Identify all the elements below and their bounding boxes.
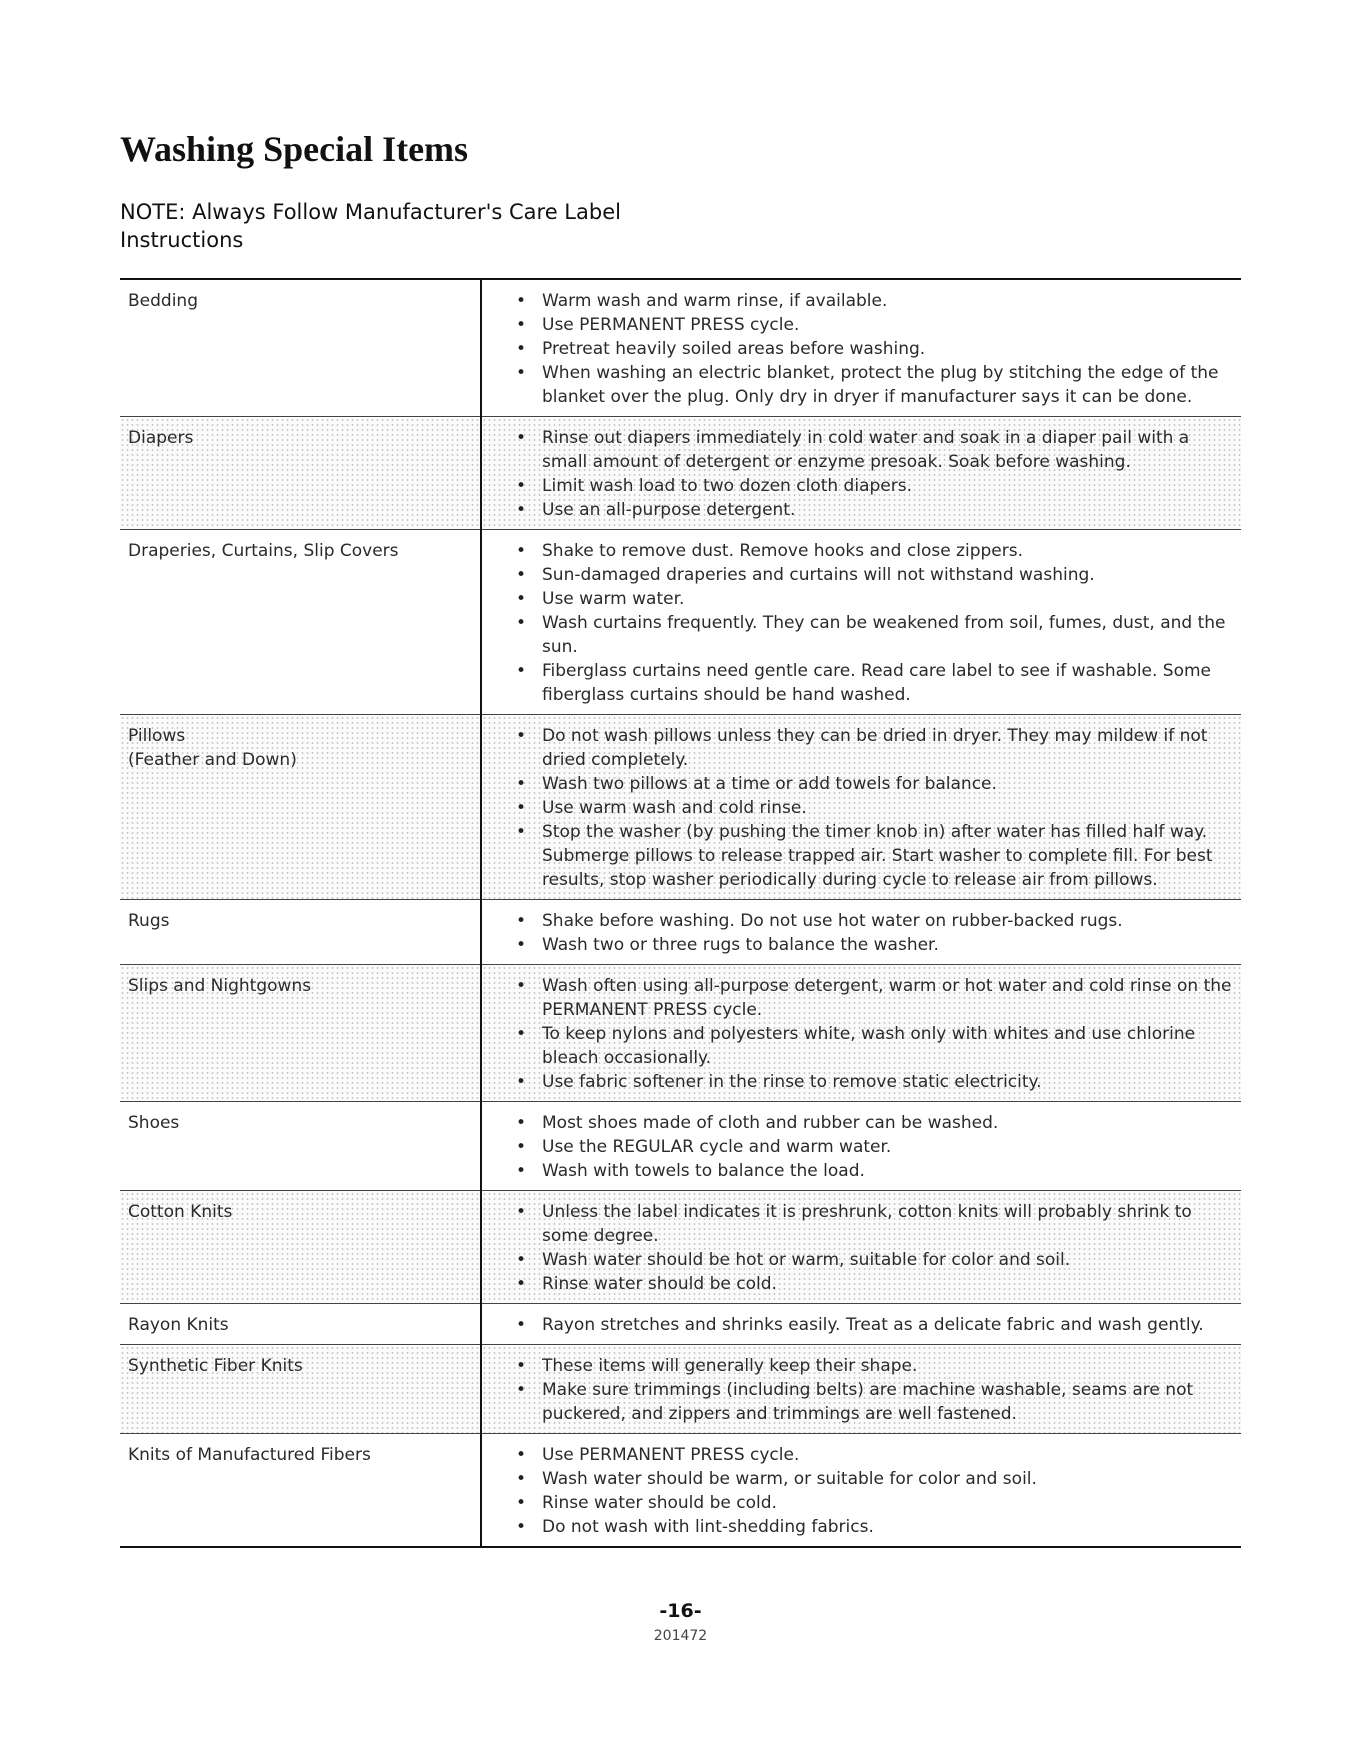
instruction-item: • Use an all-purpose detergent. bbox=[516, 498, 1233, 522]
instruction-item: • Wash often using all-purpose detergent, warm or hot water and cold rinse on the PERMANENT PRESS cycle. bbox=[516, 974, 1233, 1022]
instructions-cell bbox=[481, 279, 1241, 417]
instruction-item: • Use warm water. bbox=[516, 587, 1233, 611]
table-row bbox=[120, 1102, 1241, 1191]
instruction-item: • Do not wash with lint-shedding fabrics. bbox=[516, 1515, 1233, 1539]
instructions-cell bbox=[481, 1345, 1241, 1434]
page-title: Washing Special Items bbox=[120, 129, 469, 169]
table-body bbox=[120, 279, 1241, 1547]
instruction-item: • Wash two pillows at a time or add towels for balance. bbox=[516, 772, 1233, 796]
table-row bbox=[120, 530, 1241, 715]
table-row bbox=[120, 1345, 1241, 1434]
instruction-item: • Sun-damaged draperies and curtains will not withstand washing. bbox=[516, 563, 1233, 587]
instruction-item: • Unless the label indicates it is preshrunk, cotton knits will probably shrink to some degree. bbox=[516, 1200, 1233, 1248]
instructions-cell bbox=[481, 715, 1241, 900]
instruction-item: • When washing an electric blanket, protect the plug by stitching the edge of the blanket over the plug. Only dry in dryer if manufacturer says it can be done. bbox=[516, 361, 1233, 409]
fabric-item-cell bbox=[120, 1102, 481, 1191]
instruction-item: • Rayon stretches and shrinks easily. Treat as a delicate fabric and wash gently. bbox=[516, 1313, 1233, 1337]
fabric-item-name: Diapers bbox=[128, 428, 194, 448]
instruction-list bbox=[490, 1313, 1233, 1337]
fabric-item-cell bbox=[120, 417, 481, 530]
table-row bbox=[120, 965, 1241, 1102]
instruction-item: • Use PERMANENT PRESS cycle. bbox=[516, 313, 1233, 337]
table-row bbox=[120, 1304, 1241, 1345]
fabric-item-cell bbox=[120, 715, 481, 900]
instruction-item: • Make sure trimmings (including belts) are machine washable, seams are not puckered, and zippers and trimmings are well fastened. bbox=[516, 1378, 1233, 1426]
instruction-item: • Limit wash load to two dozen cloth diapers. bbox=[516, 474, 1233, 498]
instruction-list bbox=[490, 724, 1233, 892]
instruction-item: • These items will generally keep their shape. bbox=[516, 1354, 1233, 1378]
fabric-item-name: Draperies, Curtains, Slip Covers bbox=[128, 541, 399, 561]
fabric-item-name: Bedding bbox=[128, 291, 198, 311]
instructions-cell bbox=[481, 530, 1241, 715]
instruction-item: • Use PERMANENT PRESS cycle. bbox=[516, 1443, 1233, 1467]
instruction-item: • Shake before washing. Do not use hot water on rubber-backed rugs. bbox=[516, 909, 1233, 933]
instructions-cell bbox=[481, 1304, 1241, 1345]
instruction-list bbox=[490, 426, 1233, 522]
instructions-cell bbox=[481, 900, 1241, 965]
fabric-item-name: Cotton Knits bbox=[128, 1202, 233, 1222]
instruction-list bbox=[490, 1111, 1233, 1183]
instructions-cell bbox=[481, 1434, 1241, 1548]
fabric-item-cell bbox=[120, 1304, 481, 1345]
document-code: 201472 bbox=[653, 1628, 708, 1644]
instruction-list bbox=[490, 909, 1233, 957]
washing-instructions-table bbox=[120, 278, 1241, 1548]
fabric-item-cell bbox=[120, 1345, 481, 1434]
instruction-item: • To keep nylons and polyesters white, wash only with whites and use chlorine bleach occasionally. bbox=[516, 1022, 1233, 1070]
fabric-item-name: Shoes bbox=[128, 1113, 180, 1133]
instructions-cell bbox=[481, 417, 1241, 530]
instruction-list bbox=[490, 539, 1233, 707]
instructions-cell bbox=[481, 1102, 1241, 1191]
table-row bbox=[120, 1434, 1241, 1548]
instruction-list bbox=[490, 289, 1233, 409]
instruction-item: • Shake to remove dust. Remove hooks and close zippers. bbox=[516, 539, 1233, 563]
instruction-item: • Use the REGULAR cycle and warm water. bbox=[516, 1135, 1233, 1159]
fabric-item-name: Knits of Manufactured Fibers bbox=[128, 1445, 371, 1465]
table-row bbox=[120, 417, 1241, 530]
instruction-item: • Pretreat heavily soiled areas before washing. bbox=[516, 337, 1233, 361]
fabric-item-name: Pillows bbox=[128, 726, 186, 746]
table-row bbox=[120, 279, 1241, 417]
instruction-item: • Wash two or three rugs to balance the washer. bbox=[516, 933, 1233, 957]
instructions-cell bbox=[481, 965, 1241, 1102]
fabric-item-subname: (Feather and Down) bbox=[128, 750, 297, 770]
fabric-item-name: Slips and Nightgowns bbox=[128, 976, 312, 996]
fabric-item-cell bbox=[120, 900, 481, 965]
table-row bbox=[120, 900, 1241, 965]
fabric-item-cell bbox=[120, 1191, 481, 1304]
instruction-item: • Use warm wash and cold rinse. bbox=[516, 796, 1233, 820]
instruction-item: • Use fabric softener in the rinse to remove static electricity. bbox=[516, 1070, 1233, 1094]
fabric-item-cell bbox=[120, 965, 481, 1102]
instruction-list bbox=[490, 1354, 1233, 1426]
fabric-item-cell bbox=[120, 530, 481, 715]
instruction-item: • Most shoes made of cloth and rubber can be washed. bbox=[516, 1111, 1233, 1135]
fabric-item-name: Rugs bbox=[128, 911, 170, 931]
instruction-item: • Rinse water should be cold. bbox=[516, 1491, 1233, 1515]
fabric-item-name: Rayon Knits bbox=[128, 1315, 229, 1335]
instruction-item: • Wash curtains frequently. They can be weakened from soil, fumes, dust, and the sun. bbox=[516, 611, 1233, 659]
instruction-item: • Warm wash and warm rinse, if available. bbox=[516, 289, 1233, 313]
care-label-note: NOTE: Always Follow Manufacturer's Care Label Instructions bbox=[120, 200, 621, 252]
instruction-item: • Do not wash pillows unless they can be dried in dryer. They may mildew if not dried completely. bbox=[516, 724, 1233, 772]
instruction-list bbox=[490, 1200, 1233, 1296]
instruction-item: • Fiberglass curtains need gentle care. Read care label to see if washable. Some fiberglass curtains should be hand washed. bbox=[516, 659, 1233, 707]
page-number: -16- bbox=[659, 1600, 702, 1622]
instruction-item: • Stop the washer (by pushing the timer knob in) after water has filled half way. Submerge pillows to release trapped air. Start washer to complete fill. For best results, stop washer periodically during cycle to release air from pillows. bbox=[516, 820, 1233, 892]
instruction-list bbox=[490, 974, 1233, 1094]
instructions-cell bbox=[481, 1191, 1241, 1304]
fabric-item-cell bbox=[120, 1434, 481, 1548]
fabric-item-cell bbox=[120, 279, 481, 417]
instruction-item: • Rinse out diapers immediately in cold water and soak in a diaper pail with a small amount of detergent or enzyme presoak. Soak before washing. bbox=[516, 426, 1233, 474]
fabric-item-name: Synthetic Fiber Knits bbox=[128, 1356, 303, 1376]
table-row bbox=[120, 1191, 1241, 1304]
instruction-item: • Wash water should be hot or warm, suitable for color and soil. bbox=[516, 1248, 1233, 1272]
instruction-list bbox=[490, 1443, 1233, 1539]
table-row bbox=[120, 715, 1241, 900]
instruction-item: • Wash with towels to balance the load. bbox=[516, 1159, 1233, 1183]
instruction-item: • Wash water should be warm, or suitable for color and soil. bbox=[516, 1467, 1233, 1491]
instruction-item: • Rinse water should be cold. bbox=[516, 1272, 1233, 1296]
